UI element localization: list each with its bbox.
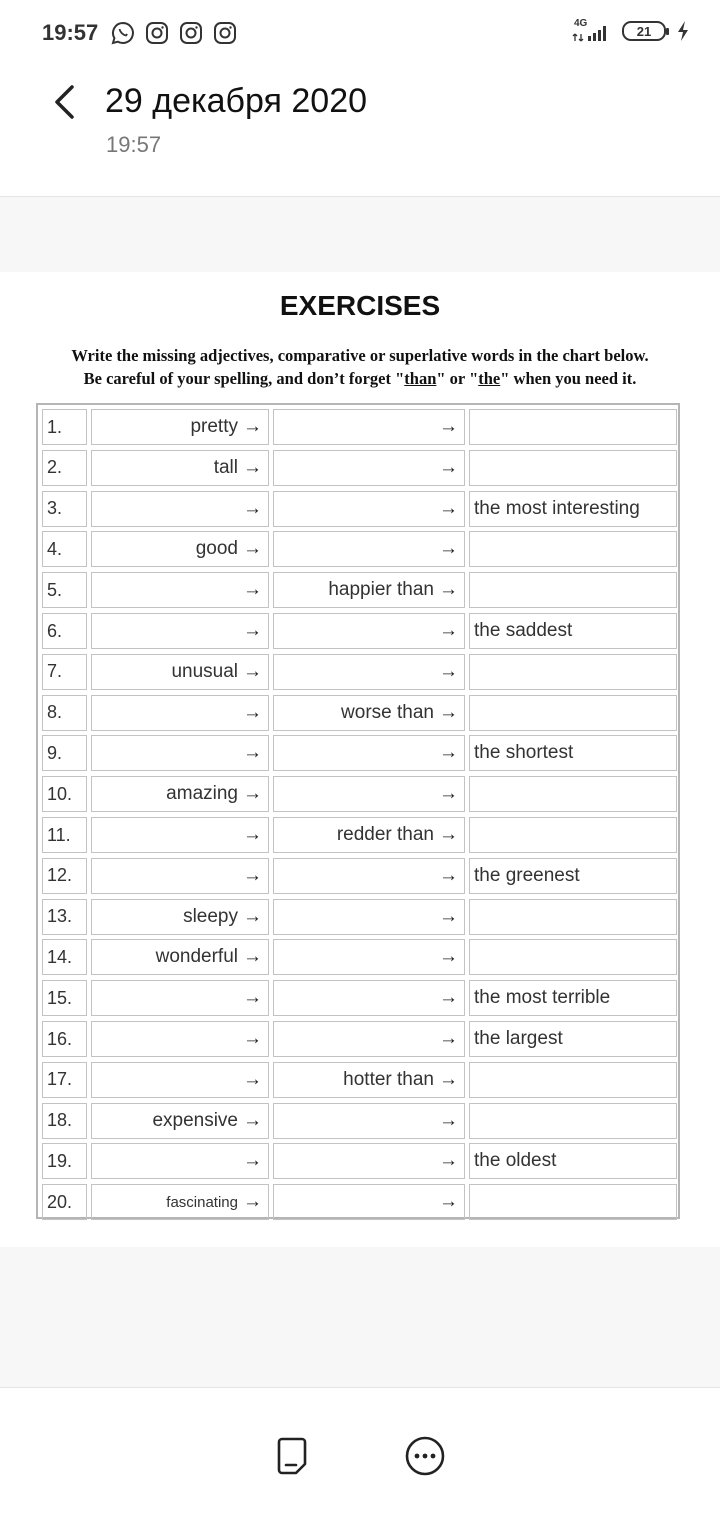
arrow-icon: → <box>243 1150 262 1172</box>
comparative-cell <box>273 776 465 812</box>
arrow-icon: → <box>439 456 458 478</box>
row-number: 16. <box>42 1021 87 1057</box>
arrow-icon: → <box>243 824 262 845</box>
positive-cell <box>91 1103 269 1139</box>
row-number: 1. <box>42 409 87 445</box>
positive-text: unusual <box>171 660 238 682</box>
row-number: 10. <box>42 776 87 812</box>
document-title: EXERCISES <box>279 290 441 321</box>
arrow-icon: → <box>439 701 458 723</box>
positive-cell <box>91 980 269 1016</box>
comparative-text: worse than <box>341 701 434 723</box>
positive-cell <box>91 1184 269 1220</box>
positive-cell <box>91 409 269 445</box>
superlative-text: the shortest <box>474 742 574 764</box>
superlative-cell <box>469 409 677 445</box>
arrow-icon: → <box>439 946 458 968</box>
superlative-text: the saddest <box>474 620 573 641</box>
positive-cell <box>91 613 269 649</box>
comparative-cell <box>273 695 465 731</box>
arrow-icon: → <box>243 579 262 601</box>
positive-text: sleepy <box>183 905 238 927</box>
positive-text: good <box>195 538 238 560</box>
superlative-cell <box>469 450 677 486</box>
superlative-cell <box>469 1184 677 1220</box>
bottom-action-bar <box>0 1388 720 1520</box>
instagram-icon <box>178 20 204 46</box>
arrow-icon: → <box>243 742 262 764</box>
instagram-icon <box>212 20 238 46</box>
instruction-line-1: Write the missing adjectives, comparative or superlative words in the chart below. <box>71 346 649 365</box>
arrow-icon: → <box>243 497 262 519</box>
arrow-icon: → <box>439 905 458 927</box>
arrow-icon: → <box>243 987 262 1009</box>
arrow-icon: → <box>243 701 262 723</box>
chevron-left-icon <box>52 84 76 120</box>
row-number: 4. <box>42 531 87 567</box>
positive-cell <box>91 654 269 690</box>
viewer-background <box>0 197 720 272</box>
superlative-cell <box>469 980 677 1016</box>
comparative-cell <box>273 1143 465 1179</box>
row-number: 12. <box>42 858 87 894</box>
superlative-text: the most terrible <box>474 987 611 1009</box>
notification-icons <box>110 20 238 46</box>
arrow-icon: → <box>243 1028 262 1049</box>
superlative-cell <box>469 817 677 853</box>
arrow-icon: → <box>243 620 262 641</box>
arrow-icon: → <box>439 1068 458 1090</box>
more-options-icon <box>404 1435 446 1477</box>
arrow-icon: → <box>439 416 458 437</box>
positive-cell <box>91 572 269 608</box>
document-image[interactable] <box>0 272 720 1247</box>
positive-cell <box>91 1062 269 1098</box>
positive-text: fascinating <box>166 1193 238 1211</box>
signal-icon <box>572 18 612 44</box>
system-icons <box>572 18 690 44</box>
superlative-cell <box>469 1062 677 1098</box>
positive-cell <box>91 695 269 731</box>
row-number: 3. <box>42 491 87 527</box>
superlative-cell <box>469 491 677 527</box>
superlative-cell <box>469 695 677 731</box>
arrow-icon: → <box>243 1068 262 1090</box>
battery-icon <box>622 21 666 41</box>
page-subtitle: 19:57 <box>106 132 162 157</box>
back-button[interactable] <box>44 82 84 122</box>
comparative-cell <box>273 980 465 1016</box>
app-header <box>0 70 720 197</box>
comparative-cell <box>273 1103 465 1139</box>
comparative-cell <box>273 409 465 445</box>
row-number: 14. <box>42 939 87 975</box>
positive-cell <box>91 1021 269 1057</box>
arrow-icon: → <box>439 579 458 601</box>
instructions <box>10 344 710 390</box>
arrow-icon: → <box>439 1028 458 1049</box>
arrow-icon: → <box>243 538 262 560</box>
row-number: 17. <box>42 1062 87 1098</box>
positive-cell <box>91 899 269 935</box>
arrow-icon: → <box>243 456 262 478</box>
comparative-cell <box>273 1184 465 1220</box>
comparative-cell <box>273 613 465 649</box>
superlative-text: the oldest <box>474 1150 557 1172</box>
instagram-icon <box>144 20 170 46</box>
network-label: 4G <box>574 18 588 29</box>
row-number: 15. <box>42 980 87 1016</box>
positive-cell <box>91 776 269 812</box>
comparative-cell <box>273 572 465 608</box>
positive-cell <box>91 939 269 975</box>
positive-cell <box>91 450 269 486</box>
arrow-icon: → <box>243 660 262 682</box>
row-number: 19. <box>42 1143 87 1179</box>
comparative-cell <box>273 491 465 527</box>
superlative-cell <box>469 531 677 567</box>
status-bar <box>0 0 720 70</box>
superlative-cell <box>469 858 677 894</box>
arrow-icon: → <box>439 497 458 519</box>
comparative-text: hotter than <box>343 1068 434 1090</box>
note-icon <box>274 1436 310 1476</box>
comparative-cell <box>273 817 465 853</box>
comparative-cell <box>273 899 465 935</box>
comparative-text: redder than <box>336 824 434 845</box>
exercise-table <box>36 403 680 1219</box>
arrow-icon: → <box>439 660 458 682</box>
positive-cell <box>91 1143 269 1179</box>
row-number: 13. <box>42 899 87 935</box>
superlative-cell <box>469 572 677 608</box>
comparative-cell <box>273 735 465 771</box>
arrow-icon: → <box>243 864 262 886</box>
superlative-cell <box>469 939 677 975</box>
comparative-cell <box>273 939 465 975</box>
more-options-button[interactable] <box>403 1434 447 1478</box>
positive-text: amazing <box>166 783 238 805</box>
positive-cell <box>91 531 269 567</box>
superlative-cell <box>469 1103 677 1139</box>
arrow-icon: → <box>439 987 458 1009</box>
arrow-icon: → <box>439 620 458 641</box>
superlative-text: the greenest <box>474 864 580 886</box>
superlative-cell <box>469 899 677 935</box>
row-number: 11. <box>42 817 87 853</box>
note-button[interactable] <box>270 1434 314 1478</box>
row-number: 20. <box>42 1184 87 1220</box>
charging-icon <box>676 20 690 42</box>
positive-text: pretty <box>190 416 238 437</box>
superlative-cell <box>469 1143 677 1179</box>
positive-cell <box>91 858 269 894</box>
comparative-cell <box>273 1062 465 1098</box>
instruction-line-2: Be careful of your spelling, and don’t forget "than" or "the" when you need it. <box>83 369 637 388</box>
arrow-icon: → <box>243 416 262 437</box>
positive-text: expensive <box>152 1109 238 1131</box>
battery-level: 21 <box>636 23 652 39</box>
viewer-background-bottom <box>0 1247 720 1388</box>
status-time: 19:57 <box>42 20 99 45</box>
superlative-text: the most interesting <box>474 497 640 519</box>
arrow-icon: → <box>439 1191 458 1213</box>
row-number: 18. <box>42 1103 87 1139</box>
row-number: 2. <box>42 450 87 486</box>
superlative-cell <box>469 654 677 690</box>
arrow-icon: → <box>243 1109 262 1131</box>
row-number: 6. <box>42 613 87 649</box>
arrow-icon: → <box>243 783 262 805</box>
positive-text: wonderful <box>155 946 238 968</box>
arrow-icon: → <box>243 905 262 927</box>
positive-cell <box>91 491 269 527</box>
row-number: 9. <box>42 735 87 771</box>
comparative-cell <box>273 1021 465 1057</box>
comparative-cell <box>273 450 465 486</box>
arrow-icon: → <box>439 1109 458 1131</box>
arrow-icon: → <box>439 864 458 886</box>
positive-cell <box>91 817 269 853</box>
superlative-cell <box>469 613 677 649</box>
superlative-text: the largest <box>474 1028 563 1049</box>
superlative-cell <box>469 1021 677 1057</box>
comparative-cell <box>273 531 465 567</box>
row-number: 5. <box>42 572 87 608</box>
superlative-cell <box>469 776 677 812</box>
arrow-icon: → <box>439 538 458 560</box>
superlative-cell <box>469 735 677 771</box>
arrow-icon: → <box>439 1150 458 1172</box>
positive-text: tall <box>213 456 238 478</box>
arrow-icon: → <box>439 783 458 805</box>
whatsapp-icon <box>110 20 136 46</box>
page-title: 29 декабря 2020 <box>105 82 368 120</box>
comparative-text: happier than <box>328 579 434 601</box>
comparative-cell <box>273 654 465 690</box>
comparative-cell <box>273 858 465 894</box>
arrow-icon: → <box>439 824 458 845</box>
arrow-icon: → <box>243 946 262 968</box>
arrow-icon: → <box>439 742 458 764</box>
row-number: 7. <box>42 654 87 690</box>
arrow-icon: → <box>243 1191 262 1213</box>
positive-cell <box>91 735 269 771</box>
row-number: 8. <box>42 695 87 731</box>
